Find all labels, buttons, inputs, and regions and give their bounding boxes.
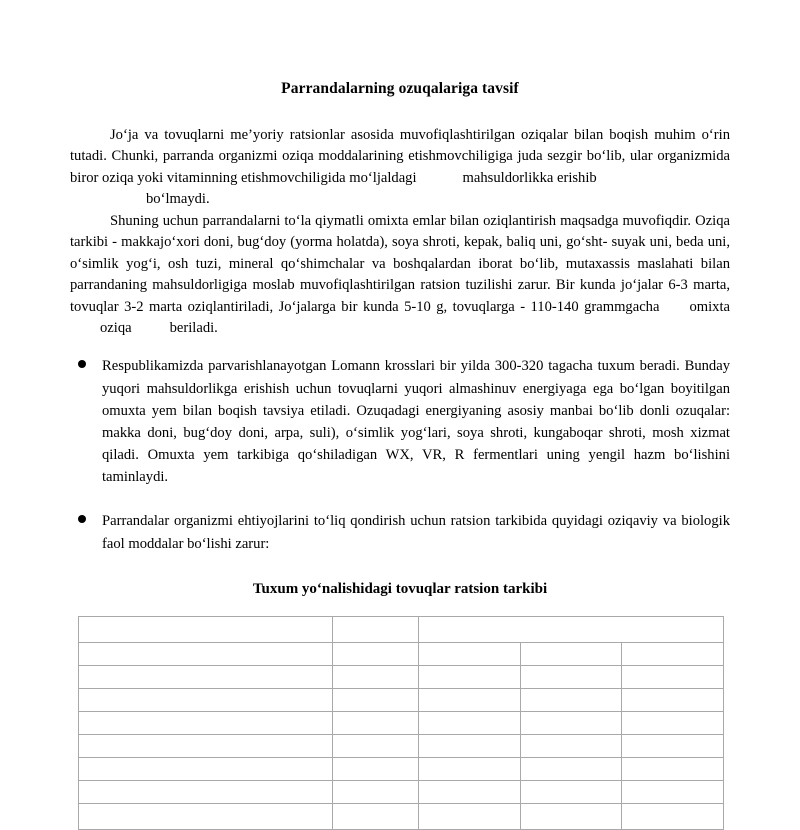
- table-row: [79, 757, 724, 780]
- bullet-item-2: [70, 510, 730, 554]
- table-cell[interactable]: [333, 803, 419, 829]
- table-cell[interactable]: [79, 711, 333, 734]
- table-row: [79, 665, 724, 688]
- document-body: [70, 125, 730, 830]
- table-cell[interactable]: [419, 734, 521, 757]
- table-cell[interactable]: [521, 803, 622, 829]
- table-cell[interactable]: [622, 734, 724, 757]
- table-cell[interactable]: [333, 757, 419, 780]
- page-title: Parrandalarning ozuqalariga tavsif: [281, 80, 519, 97]
- table-cell[interactable]: [79, 734, 333, 757]
- table-cell[interactable]: [419, 711, 521, 734]
- table-cell[interactable]: [521, 642, 622, 665]
- spacer: [70, 488, 730, 510]
- table-cell[interactable]: [79, 803, 333, 829]
- table-row: [79, 642, 724, 665]
- table-row: [79, 616, 724, 642]
- spacer: [70, 339, 730, 355]
- ration-table: [78, 616, 724, 830]
- table-cell[interactable]: [521, 734, 622, 757]
- table-cell[interactable]: [419, 757, 521, 780]
- table-cell[interactable]: [521, 711, 622, 734]
- table-cell[interactable]: [622, 665, 724, 688]
- paragraph-1-mid: mahsuldorlikka erishib: [462, 169, 597, 186]
- bullet-item-1: [70, 355, 730, 488]
- table-cell[interactable]: [622, 642, 724, 665]
- table-row: [79, 711, 724, 734]
- table-row: [79, 734, 724, 757]
- table-cell[interactable]: [79, 688, 333, 711]
- table-cell[interactable]: [622, 711, 724, 734]
- table-cell[interactable]: [333, 616, 419, 642]
- bullet-item-2-text: Parrandalar organizmi ehtiyojlarini to‘liq qondirish uchun ratsion tarkibida quyidagi oziqaviy va biologik faol moddalar bo‘lishi zarur:: [102, 513, 730, 552]
- table-caption: Tuxum yo‘nalishidagi tovuqlar ratsion tarkibi: [252, 580, 548, 597]
- paragraph-1-lead: Jo‘ja va tovuqlarni me’yoriy ratsionlar asosida muvofiqlashtirilgan oziqalar bilan boqish muhim o‘rin tutadi. Chunki, parranda organizmi oziqa moddalarining etishmovchiligiga juda sezgir bo‘lib, ular organizmida biror oziqa yoki vitaminning etishmovchiligida mo‘ljaldagi: [70, 127, 730, 186]
- spacer: [70, 555, 730, 581]
- table-cell[interactable]: [622, 757, 724, 780]
- table-cell[interactable]: [521, 688, 622, 711]
- table-cell[interactable]: [521, 665, 622, 688]
- paragraph-2-word-b: oziqa: [100, 319, 132, 336]
- table-cell[interactable]: [333, 665, 419, 688]
- paragraph-1-tail: bo‘lmaydi.: [146, 191, 210, 208]
- table-cell[interactable]: [521, 757, 622, 780]
- paragraph-2-word-a: omixta: [689, 298, 730, 315]
- table-row: [79, 688, 724, 711]
- table-cell[interactable]: [419, 665, 521, 688]
- paragraph-2-word-c: beriladi.: [169, 319, 218, 336]
- bullet-icon: [78, 515, 86, 523]
- paragraph-2-lead: Shuning uchun parrandalarni to‘la qiymatli omixta emlar bilan oziqlantirish maqsadga muvofiqdir. Oziqa tarkibi - makkajo‘xori doni, bug‘doy (yorma holatda), soya shroti, kepak, baliq uni, go‘sht- suyak uni, beda uni, o‘simlik yog‘i, osh tuzi, mineral qo‘shimchalar va boshqalardan iborat bo‘lib, mutaxassis maslahati bilan parrandaning mahsuldorligiga moslab muvofiqlashtirilgan ratsion tuzilishi zarur. Bir kunda jo‘jalar 6-3 marta, tovuqlar 3-2 marta oziqlantiriladi, Jo‘jalarga bir kunda 5-10 g, tovuqlarga - 110-140 grammgacha: [70, 212, 730, 315]
- table-cell[interactable]: [79, 642, 333, 665]
- table-cell[interactable]: [419, 688, 521, 711]
- table-cell[interactable]: [419, 803, 521, 829]
- paragraph-1: [70, 125, 730, 211]
- table-container: [70, 616, 730, 830]
- table-cell[interactable]: [333, 734, 419, 757]
- paragraph-2: [70, 211, 730, 340]
- table-row: [79, 803, 724, 829]
- table-cell[interactable]: [79, 757, 333, 780]
- table-cell[interactable]: [333, 642, 419, 665]
- bullet-icon: [78, 360, 86, 368]
- table-cell[interactable]: [622, 803, 724, 829]
- bullet-item-1-text: Respublikamizda parvarishlanayotgan Lomann krosslari bir yilda 300-320 tagacha tuxum beradi. Bunday yuqori mahsuldorlikga erishish uchun tovuqlarni yuqori almashinuv energiyaga ega bo‘lgan boyitilgan omuxta yem bilan boqish tavsiya etiladi. Ozuqadagi energiyaning asosiy manbai bo‘lib donli ozuqalar: makka doni, bug‘doy doni, arpa, suli), o‘simlik yog‘lari, soya shroti, kungaboqar shroti, mosh xizmat qiladi. Omuxta yem tarkibiga qo‘shiladigan WX, VR, R fermentlari uning yengil hazm bo‘lishini taminlaydi.: [102, 358, 730, 486]
- table-cell[interactable]: [79, 616, 333, 642]
- table-cell[interactable]: [333, 688, 419, 711]
- table-cell[interactable]: [419, 642, 521, 665]
- table-cell[interactable]: [622, 688, 724, 711]
- table-cell[interactable]: [79, 665, 333, 688]
- table-cell-merged[interactable]: [419, 616, 724, 642]
- table-cell[interactable]: [333, 711, 419, 734]
